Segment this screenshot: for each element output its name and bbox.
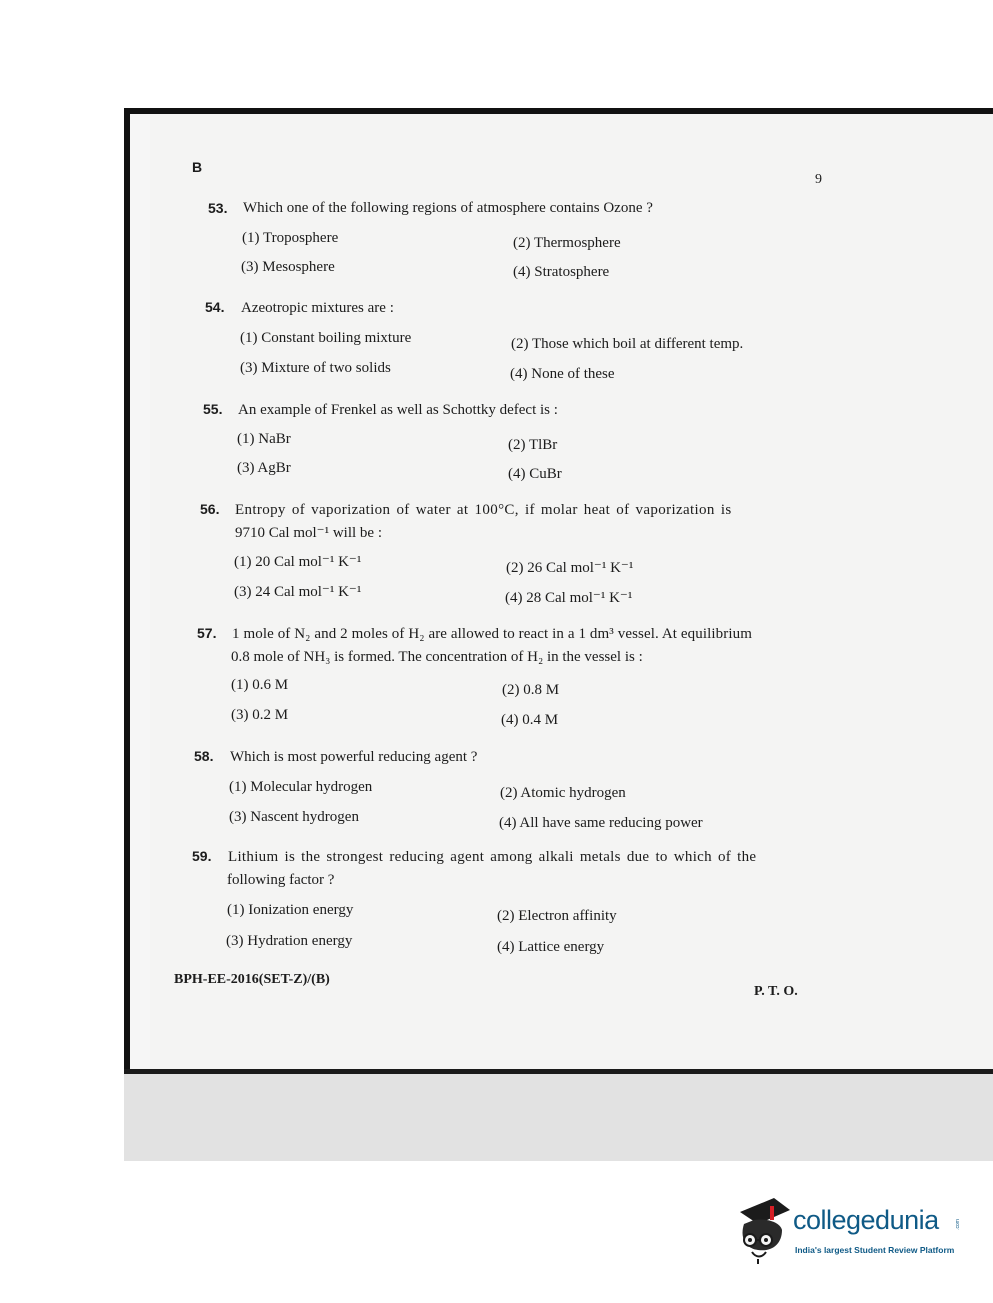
option: (3) AgBr xyxy=(237,460,291,476)
option: (4) None of these xyxy=(510,366,615,382)
question-number: 55. xyxy=(203,401,223,417)
question-text: An example of Frenkel as well as Schottky defect is : xyxy=(238,402,558,418)
option: (3) 24 Cal mol⁻¹ K⁻¹ xyxy=(234,584,362,600)
paper-code: BPH-EE-2016(SET-Z)/(B) xyxy=(174,972,330,987)
option: (2) 0.8 M xyxy=(502,682,560,698)
option: (4) 28 Cal mol⁻¹ K⁻¹ xyxy=(505,590,633,606)
option: (3) Hydration energy xyxy=(226,933,353,949)
option: (1) Ionization energy xyxy=(227,902,354,918)
brand-tagline: India's largest Student Review Platform xyxy=(795,1245,955,1255)
question-number: 56. xyxy=(200,501,220,517)
question-text: Azeotropic mixtures are : xyxy=(241,300,394,316)
option: (4) Stratosphere xyxy=(513,264,610,280)
option: (2) 26 Cal mol⁻¹ K⁻¹ xyxy=(506,560,634,576)
question-text: Which one of the following regions of atmosphere contains Ozone ? xyxy=(243,200,653,216)
option: (3) Nascent hydrogen xyxy=(229,809,359,825)
scan-bottom-area xyxy=(124,1074,993,1161)
option: (3) 0.2 M xyxy=(231,707,289,723)
question-text-continued: 0.8 mole of NH₃ is formed. The concentration of H₂ in the vessel is : xyxy=(231,649,643,665)
brand-name: collegedunia xyxy=(793,1205,939,1235)
option: (1) NaBr xyxy=(237,431,291,447)
pto-label: P. T. O. xyxy=(754,984,798,999)
option: (2) Those which boil at different temp. xyxy=(511,336,744,352)
option: (1) Molecular hydrogen xyxy=(229,779,373,795)
option: (1) Constant boiling mixture xyxy=(240,330,412,346)
option: (2) Atomic hydrogen xyxy=(500,785,626,801)
question-text: Lithium is the strongest reducing agent among alkali metals due to which of the xyxy=(228,849,757,865)
page-number: 9 xyxy=(815,172,822,187)
question-number: 59. xyxy=(192,848,212,864)
question-number: 57. xyxy=(197,625,217,641)
scan-top-edge xyxy=(124,108,993,114)
option: (3) Mesosphere xyxy=(241,259,335,275)
question-number: 53. xyxy=(208,200,228,216)
question-text-continued: following factor ? xyxy=(227,872,335,888)
option: (2) Electron affinity xyxy=(497,908,617,924)
scan-left-edge xyxy=(124,108,130,1073)
option: (1) 20 Cal mol⁻¹ K⁻¹ xyxy=(234,554,362,570)
question-number: 54. xyxy=(205,299,225,315)
option: (4) 0.4 M xyxy=(501,712,559,728)
option: (2) Thermosphere xyxy=(513,235,621,251)
option: (4) All have same reducing power xyxy=(499,815,703,831)
option: (1) 0.6 M xyxy=(231,677,289,693)
question-text: Entropy of vaporization of water at 100°C, if molar heat of vaporization is xyxy=(235,502,732,518)
option: (3) Mixture of two solids xyxy=(240,360,391,376)
brand-suffix: .com xyxy=(954,1219,961,1230)
set-letter: B xyxy=(192,159,203,175)
question-text-continued: 9710 Cal mol⁻¹ will be : xyxy=(235,525,382,541)
question-text: 1 mole of N₂ and 2 moles of H₂ are allowed to react in a 1 dm³ vessel. At equilibrium xyxy=(232,626,753,642)
option: (4) CuBr xyxy=(508,466,562,482)
question-number: 58. xyxy=(194,748,214,764)
option: (4) Lattice energy xyxy=(497,939,605,955)
option: (2) TlBr xyxy=(508,437,558,453)
option: (1) Troposphere xyxy=(242,230,339,246)
question-text: Which is most powerful reducing agent ? xyxy=(230,749,478,765)
